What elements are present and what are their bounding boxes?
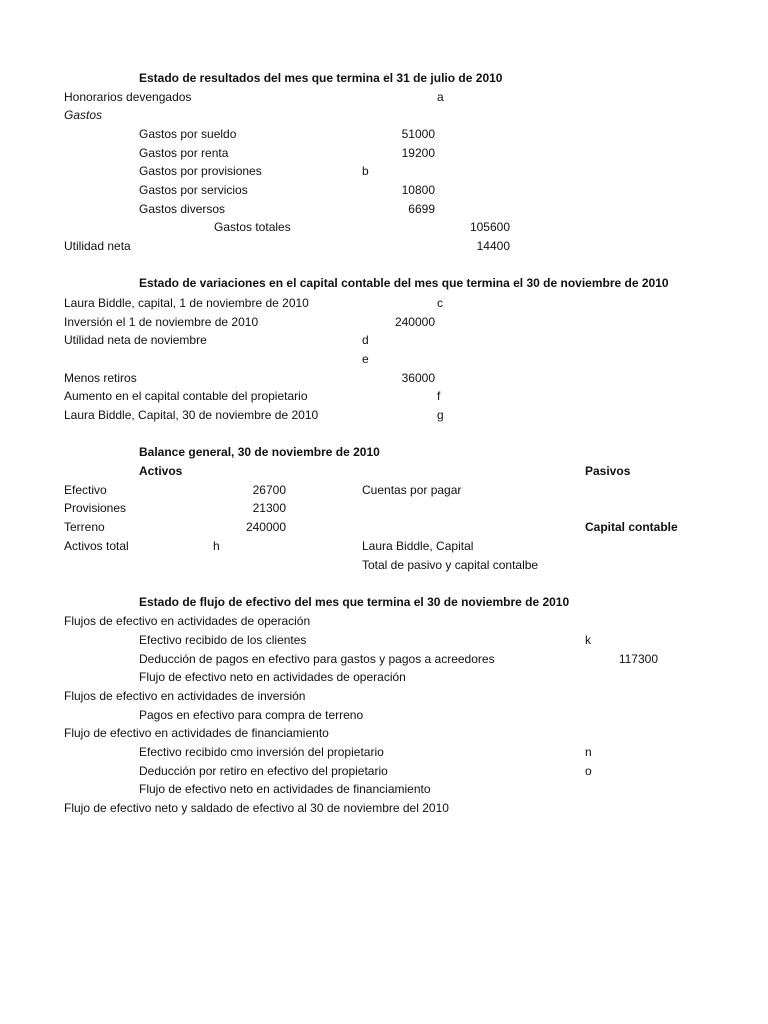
asset-value: 26700: [252, 483, 286, 497]
equity-row-value: c: [437, 296, 443, 310]
final-cash-flow-label: Flujo de efectivo neto y saldado de efectivo al 30 de noviembre del 2010: [64, 801, 449, 815]
assets-total-value: h: [213, 539, 220, 553]
asset-label: Provisiones: [64, 501, 127, 515]
net-operating-label: Flujo de efectivo neto en actividades de operación: [139, 670, 406, 684]
owner-investment-value: n: [585, 745, 592, 759]
expense-item-label: Gastos por provisiones: [139, 164, 262, 178]
payments-label: Deducción de pagos en efectivo para gastos y pagos a acreedores: [139, 652, 495, 666]
expense-item-label: Gastos diversos: [139, 202, 226, 216]
equity-row-value: 240000: [394, 315, 435, 329]
expense-item-value: 6699: [408, 202, 435, 216]
equity-row-label: Laura Biddle, Capital, 30 de noviembre de 2010: [64, 408, 319, 422]
cash-received-label: Efectivo recibido de los clientes: [139, 633, 307, 647]
equity-header: Capital contable: [585, 520, 678, 534]
owner-withdrawal-value: o: [585, 764, 592, 778]
income-statement-title: Estado de resultados del mes que termina el 31 de julio de 2010: [139, 71, 503, 85]
equity-row-label: Inversión el 1 de noviembre de 2010: [64, 315, 259, 329]
equity-row-label: Utilidad neta de noviembre: [64, 333, 207, 347]
investing-header: Flujos de efectivo en actividades de inversión: [64, 689, 306, 703]
accounts-payable-label: Cuentas por pagar: [362, 483, 462, 497]
asset-value: 21300: [252, 501, 286, 515]
total-liabilities-equity-label: Total de pasivo y capital contalbe: [362, 558, 539, 572]
equity-row-label: Laura Biddle, capital, 1 de noviembre de 2010: [64, 296, 309, 310]
equity-row-label: Menos retiros: [64, 371, 137, 385]
balance-sheet-title: Balance general, 30 de noviembre de 2010: [139, 445, 380, 459]
expense-item-label: Gastos por sueldo: [139, 127, 237, 141]
total-expenses-value: 105600: [469, 220, 510, 234]
total-expenses-label: Gastos totales: [214, 220, 291, 234]
expense-item-label: Gastos por renta: [139, 146, 229, 160]
owner-investment-label: Efectivo recibido cmo inversión del propietario: [139, 745, 384, 759]
net-income-value: 14400: [476, 239, 510, 253]
expense-item-label: Gastos por servicios: [139, 183, 248, 197]
fees-value: a: [437, 90, 444, 104]
land-purchase-label: Pagos en efectivo para compra de terreno: [139, 708, 364, 722]
expenses-label: Gastos: [64, 108, 103, 122]
owner-withdrawal-label: Deducción por retiro en efectivo del propietario: [139, 764, 388, 778]
expense-item-value: 19200: [401, 146, 435, 160]
net-financing-label: Flujo de efectivo neto en actividades de financiamiento: [139, 782, 431, 796]
assets-total-label: Activos total: [64, 539, 129, 553]
equity-row-value: d: [362, 333, 369, 347]
asset-label: Efectivo: [64, 483, 107, 497]
net-income-label: Utilidad neta: [64, 239, 131, 253]
equity-row-label: Aumento en el capital contable del propietario: [64, 389, 308, 403]
expense-item-value: b: [362, 164, 369, 178]
asset-label: Terreno: [64, 520, 105, 534]
expense-item-value: 10800: [401, 183, 435, 197]
payments-value: 117300: [618, 652, 658, 666]
operating-header: Flujos de efectivo en actividades de operación: [64, 614, 311, 628]
equity-row-value: f: [437, 389, 441, 403]
cash-received-value: k: [585, 633, 591, 647]
expense-item-value: 51000: [401, 127, 435, 141]
equity-row-value: g: [437, 408, 444, 422]
fees-label: Honorarios devengados: [64, 90, 192, 104]
cash-flow-title: Estado de flujo de efectivo del mes que termina el 30 de noviembre de 2010: [139, 595, 570, 609]
liabilities-header: Pasivos: [585, 464, 631, 478]
assets-header: Activos: [139, 464, 183, 478]
equity-row-value: 36000: [401, 371, 435, 385]
owner-capital-label: Laura Biddle, Capital: [362, 539, 474, 553]
financing-header: Flujo de efectivo en actividades de financiamiento: [64, 726, 329, 740]
equity-statement-title: Estado de variaciones en el capital contable del mes que termina el 30 de noviembre de 2010: [139, 276, 669, 290]
asset-value: 240000: [245, 520, 286, 534]
equity-row-value: e: [362, 352, 369, 366]
